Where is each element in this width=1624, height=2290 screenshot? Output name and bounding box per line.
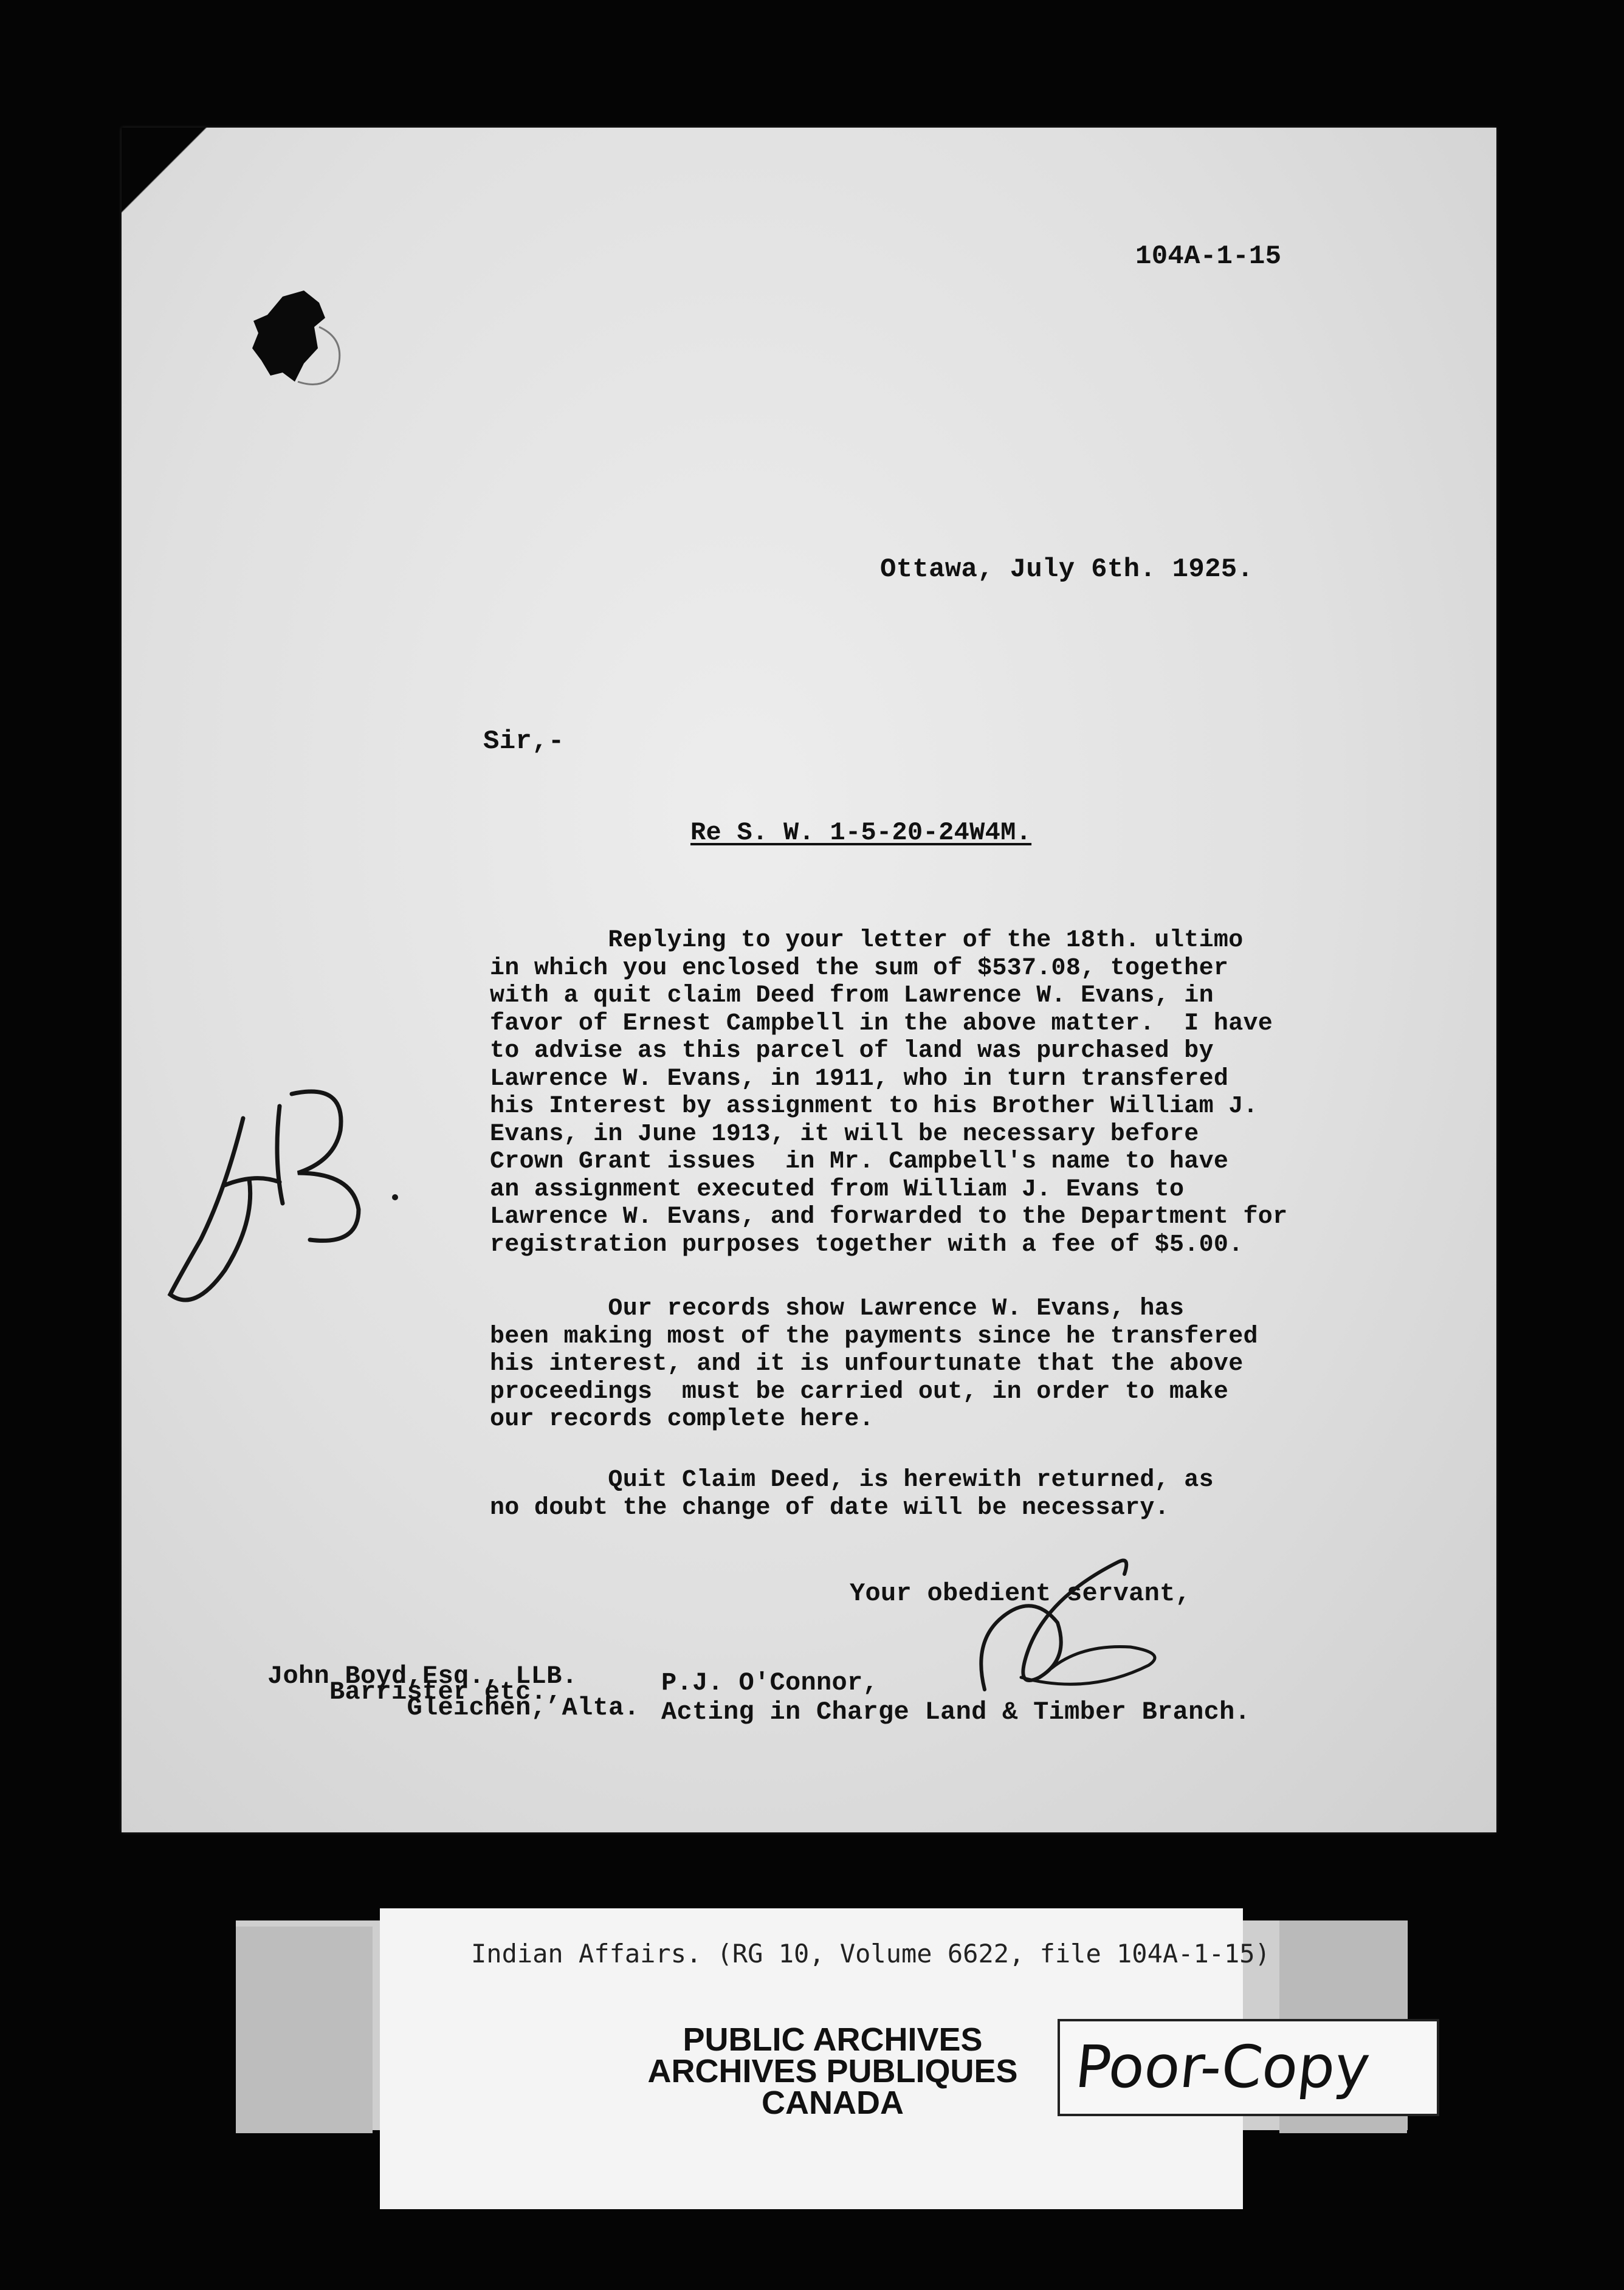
- torn-corner: [122, 128, 213, 219]
- paper-damage-hole: [246, 291, 349, 400]
- signatory-block: P.J. O'Connor, Acting in Charge Land & Timber Branch.: [661, 1668, 1251, 1727]
- place-and-date: Ottawa, July 6th. 1925.: [880, 554, 1254, 585]
- body-paragraph-2: Our records show Lawrence W. Evans, has been making most of the payments since he transfered his interest, and it is unfourtunate that the above proceedings must be carried out, in order to make our records complete here.: [490, 1295, 1258, 1433]
- poor-copy-note: Poor-Copy: [1072, 2033, 1374, 2101]
- subject-line: Re S. W. 1-5-20-24W4M.: [690, 818, 1032, 847]
- body-paragraph-1: Replying to your letter of the 18th. ultimo in which you enclosed the sum of $537.08, together with a quit claim Deed from Lawrence W. Evans, in favor of Ernest Campbell in the above matter. I have to advise as this parcel of land was purchased by Lawrence W. Evans, in 1911, who in turn transfered his Interest by assignment to his Brother William J. Evans, in June 1913, it will be necessary before Crown Grant issues in Mr. Campbell's name to have an assignment executed from William J. Evans to Lawrence W. Evans, and forwarded to the Department for registration purposes together with a fee of $5.00.: [490, 927, 1288, 1259]
- addressee-block: John Boyd,Esq., LLB. Barrister etc., Gleichen, Alta.: [267, 1662, 640, 1722]
- salutation: Sir,-: [483, 726, 565, 757]
- file-reference: 104A-1-15: [1135, 241, 1282, 272]
- archive-stamp-line-2: ARCHIVES PUBLIQUES: [647, 2053, 1018, 2089]
- archive-reference: Indian Affairs. (RG 10, Volume 6622, file 104A-1-15): [471, 1939, 1270, 1969]
- label-left-block: [236, 1927, 373, 2133]
- archive-stamp: [614, 2021, 1051, 2121]
- archive-stamp-line-1: PUBLIC ARCHIVES: [683, 2021, 983, 2058]
- body-paragraph-3: Quit Claim Deed, is herewith returned, as no doubt the change of date will be necessary.: [490, 1466, 1214, 1522]
- handwritten-initials: [152, 1070, 425, 1325]
- archive-stamp-line-3: CANADA: [762, 2085, 904, 2121]
- closing: Your obedient servant,: [850, 1579, 1191, 1608]
